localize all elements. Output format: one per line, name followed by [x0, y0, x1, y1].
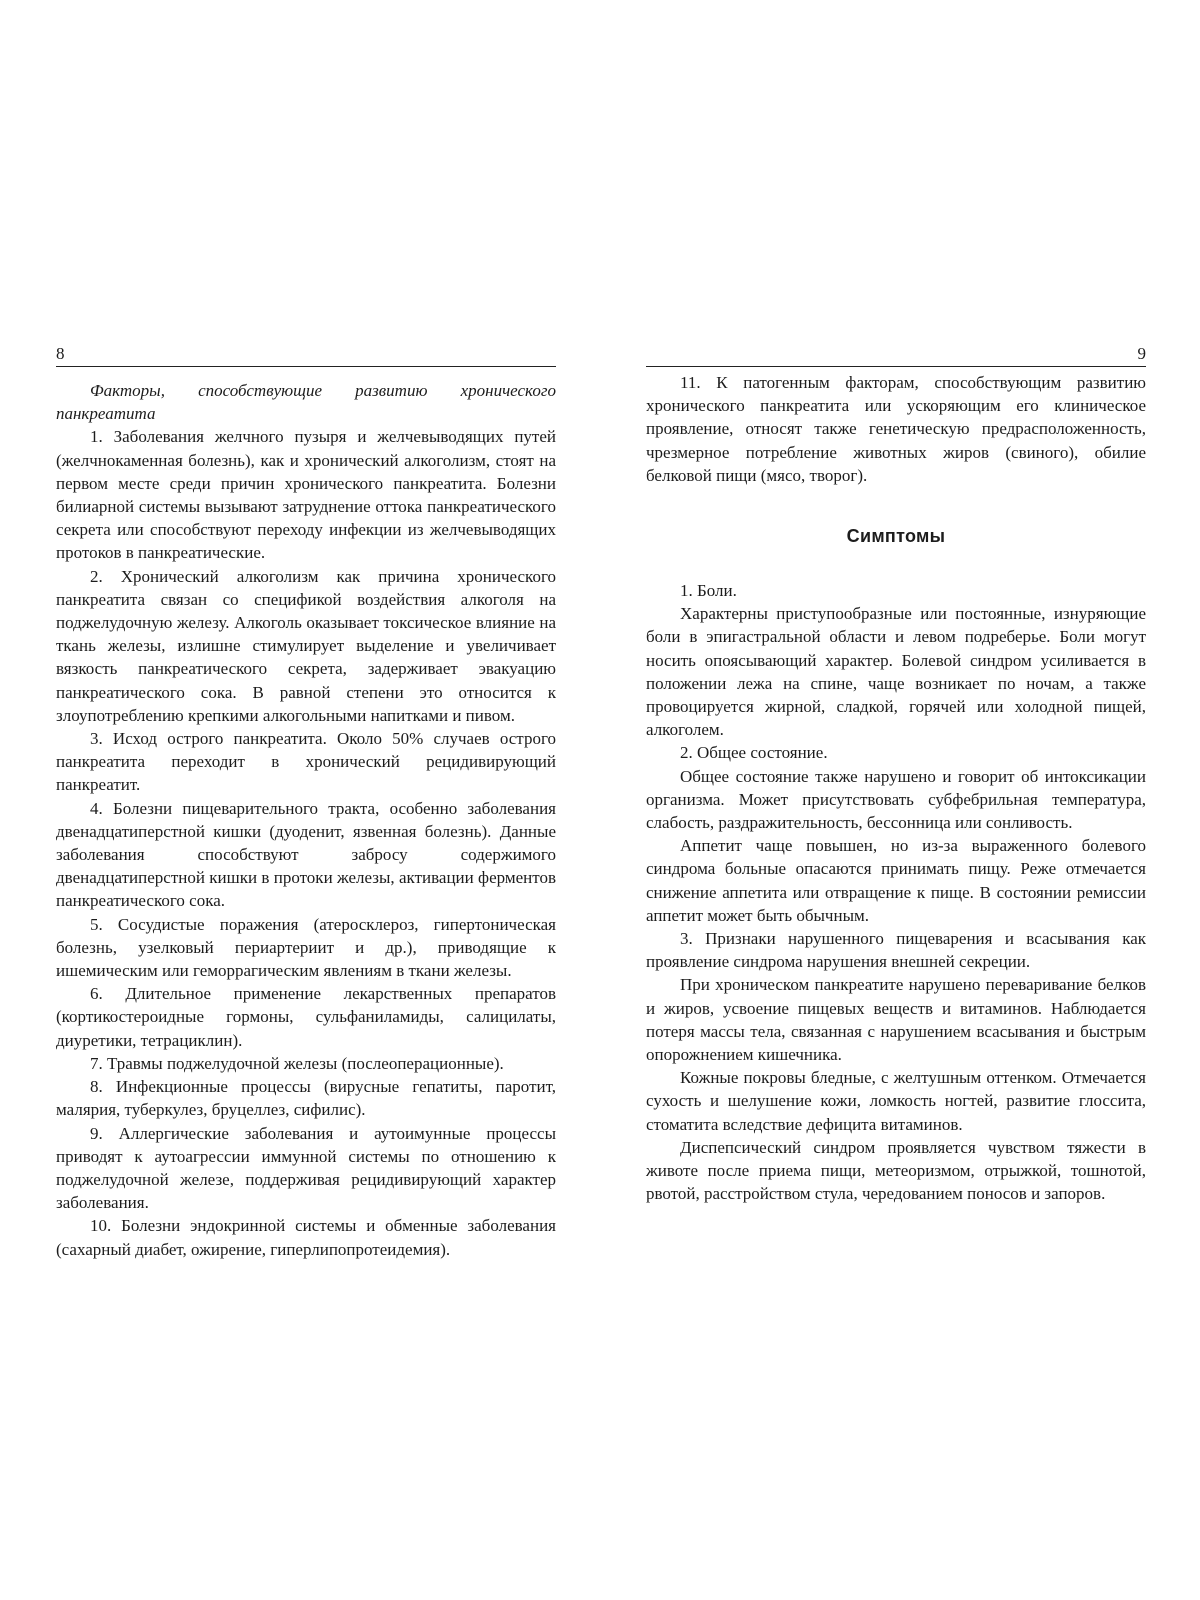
page-number-left: 8: [56, 344, 65, 363]
paragraph: 2. Общее состояние.: [680, 743, 828, 763]
paragraph: Аппетит чаще повышен, но из-за выраженного болевого синдрома больные опасаются принимать пищу. Реже отмечается снижение аппетита или отвращение к пище. В состоянии ремиссии аппетит может быть обычным.: [646, 836, 1146, 925]
page-body-right: [646, 367, 1146, 1206]
paragraph: 1. Заболевания желчного пузыря и желчевыводящих путей (желчнокаменная болезнь), как и хронический алкоголизм, стоят на первом месте среди причин хронического панкреатита. Болезни билиарной системы вызывают затруднение оттока панкреатического секрета или способствуют переходу инфекции из желчевыводящих протоков в панкреатические.: [56, 427, 556, 563]
paragraph: 5. Сосудистые поражения (атеросклероз, гипертоническая болезнь, узелковый периартериит и др.), приводящие к ишемическим или геморрагическим явлениям в ткани железы.: [56, 914, 556, 981]
paragraph: 3. Признаки нарушенного пищеварения и всасывания как проявление синдрома нарушения внешней секреции.: [646, 929, 1146, 972]
right-page: [646, 338, 1146, 1206]
page-header-right: [646, 338, 1146, 367]
page-number-right: 9: [1137, 344, 1146, 363]
paragraph: При хроническом панкреатите нарушено переваривание белков и жиров, усвоение пищевых веществ и витаминов. Наблюдается потеря массы тела, связанная с нарушением всасывания и быстрым опорожнением кишечника.: [646, 975, 1146, 1065]
section-heading: Симптомы: [846, 526, 946, 547]
paragraph: 10. Болезни эндокринной системы и обменные заболевания (сахарный диабет, ожирение, гиперлипопротеидемия).: [56, 1216, 556, 1259]
paragraph: 7. Травмы поджелудочной железы (послеоперационные).: [90, 1053, 504, 1073]
page-header-left: [56, 338, 556, 367]
paragraph: 2. Хронический алкоголизм как причина хронического панкреатита связан со спецификой воздействия алкоголя на поджелудочную железу. Алкоголь оказывает токсическое влияние на ткань железы, излишне стимулирует выделение и увеличивает вязкость панкреатического секрета, задерживает эвакуацию панкреатического сока. В равной степени это относится к злоупотреблению крепкими алкогольными напитками и пивом.: [56, 566, 556, 725]
paragraph: Диспепсический синдром проявляется чувством тяжести в животе после приема пищи, метеоризмом, отрыжкой, тошнотой, рвотой, расстройством стула, чередованием поносов и запоров.: [646, 1137, 1146, 1204]
paragraph: 1. Боли.: [680, 581, 737, 601]
paragraph: 11. К патогенным факторам, способствующим развитию хронического панкреатита или ускоряющим его клиническое проявление, относят также генетическую предрасположенность, чрезмерное потребление животных жиров (свиного), обилие белковой пищи (мясо, творог).: [646, 373, 1146, 485]
paragraph: Характерны приступообразные или постоянные, изнуряющие боли в эпигастральной области и левом подреберье. Боли могут носить опоясывающий характер. Болевой синдром усиливается в положении лежа на спине, чаще возникает по ночам, а также провоцируется жирной, сладкой, горячей или холодной пищей, алкоголем.: [646, 604, 1146, 740]
paragraph: 6. Длительное применение лекарственных препаратов (кортикостероидные гормоны, сульфаниламиды, салицилаты, диуретики, тетрациклин).: [56, 984, 556, 1050]
subheading: Факторы, способствующие развитию хронического панкреатита: [56, 381, 556, 424]
paragraph: 3. Исход острого панкреатита. Около 50% случаев острого панкреатита переходит в хронический рецидивирующий панкреатит.: [56, 729, 556, 795]
paragraph: Общее состояние также нарушено и говорит об интоксикации организма. Может присутствовать субфебрильная температура, слабость, раздражительность, бессонница или сонливость.: [646, 766, 1146, 833]
paragraph: Кожные покровы бледные, с желтушным оттенком. Отмечается сухость и шелушение кожи, ломкость ногтей, развитие глоссита, стоматита вследствие дефицита витаминов.: [646, 1068, 1146, 1134]
paragraph: 4. Болезни пищеварительного тракта, особенно заболевания двенадцатиперстной кишки (дуоденит, язвенная болезнь). Данные заболевания способствуют забросу содержимого двенадцатиперстной кишки в протоки железы, активации ферментов панкреатического сока.: [56, 798, 556, 911]
page-body-left: [56, 367, 556, 1261]
paragraph: 8. Инфекционные процессы (вирусные гепатиты, паротит, малярия, туберкулез, бруцеллез, сифилис).: [56, 1077, 556, 1120]
paragraph: 9. Аллергические заболевания и аутоимунные процессы приводят к аутоагрессии иммунной системы по отношению к поджелудочной железе, поддерживая рецидивирующий характер заболевания.: [56, 1123, 556, 1213]
left-page: [56, 338, 556, 1261]
